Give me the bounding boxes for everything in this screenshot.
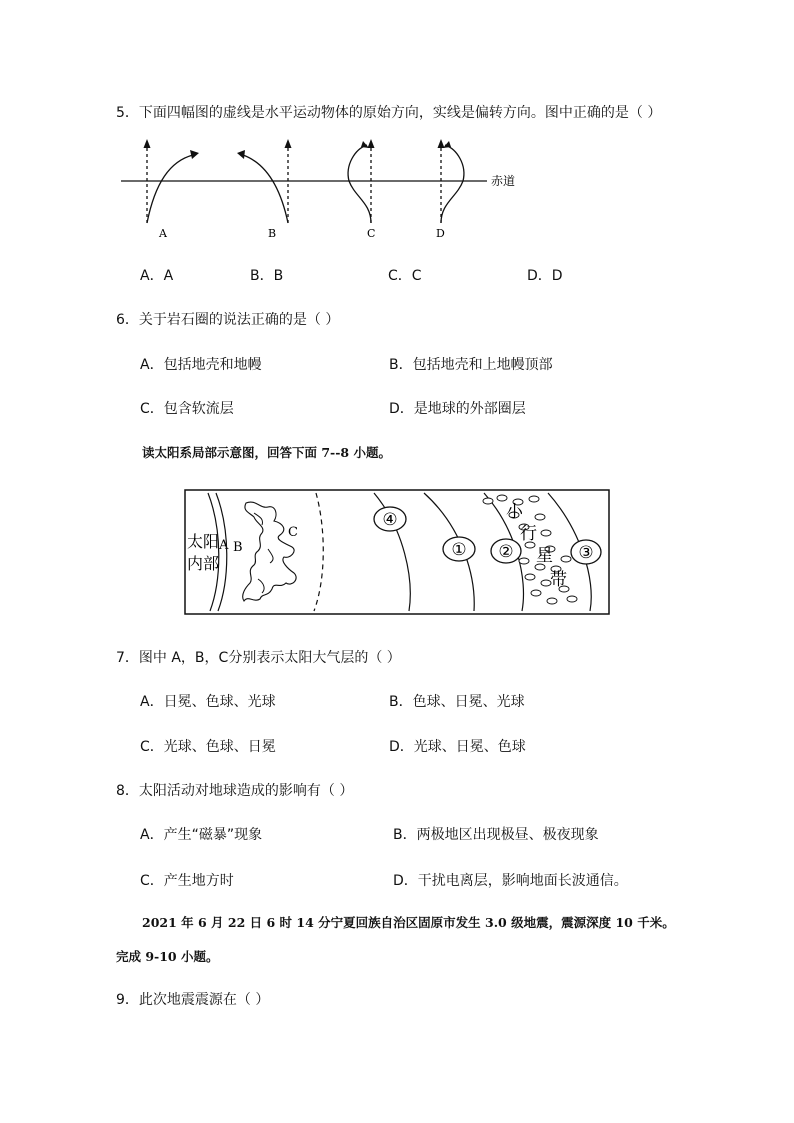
planet-1 [443,537,475,561]
planet-4 [374,507,406,531]
layer-a-label: A [219,538,229,553]
svg-text:②: ② [498,542,514,562]
q7-option-c: C．光球、色球、日冕 [140,739,276,755]
intro-9-10-line1: 2021 年 6 月 22 日 6 时 14 分宁夏回族自治区固原市发生 3.0 级地震，震源深度 10 千米。 [142,915,675,930]
equator-label: 赤道 [491,174,516,188]
q6-option-d: D．是地球的外部圈层 [389,401,526,417]
solar-system-figure [184,489,610,617]
belt-label-1: 小 [506,502,523,522]
q7-option-b: B．色球、日冕、光球 [389,694,525,710]
diagram-a [144,139,200,240]
svg-text:④: ④ [382,510,398,530]
layer-c-label: C [288,525,298,540]
q5-option-a: A．A [140,268,174,284]
belt-label-2: 行 [520,524,537,544]
q7-option-d: D．光球、日冕、色球 [389,739,526,755]
q5-stem: 5．下面四幅图的虚线是水平运动物体的原始方向，实线是偏转方向。图中正确的是（ ） [116,105,662,121]
q8-stem: 8．太阳活动对地球造成的影响有（ ） [116,783,354,799]
q6-option-a: A．包括地壳和地幔 [140,357,262,373]
sun-interior-label-2: 内部 [187,554,220,573]
svg-text:①: ① [451,540,467,560]
svg-text:C: C [367,227,376,240]
svg-text:D: D [436,227,445,240]
planet-3 [571,540,601,564]
diagram-b [237,139,292,240]
diagram-c [348,139,375,240]
q6-option-c: C．包含软流层 [140,401,234,417]
q5-option-c: C．C [388,268,422,284]
svg-text:③: ③ [578,543,594,563]
layer-b-label: B [233,540,243,555]
q6-stem: 6．关于岩石圈的说法正确的是（ ） [116,312,340,328]
belt-label-3: 星 [536,546,553,566]
sun-interior-label-1: 太阳 [187,532,220,551]
diagram-d [436,139,464,240]
svg-text:A: A [159,227,167,240]
q9-stem: 9．此次地震震源在（ ） [116,992,270,1008]
svg-text:B: B [268,227,277,240]
q5-option-d: D．D [527,268,563,284]
q7-option-a: A．日冕、色球、光球 [140,694,276,710]
q8-option-b: B．两极地区出现极昼、极夜现象 [393,827,599,843]
q7-stem: 7．图中 A，B，C分别表示太阳大气层的（ ） [116,650,401,666]
q8-option-a: A．产生“磁暴”现象 [140,827,263,843]
intro-7-8: 读太阳系局部示意图，回答下面 7--8 小题。 [142,445,391,460]
q8-option-c: C．产生地方时 [140,873,234,889]
q8-option-d: D．干扰电离层，影响地面长波通信。 [393,873,628,889]
belt-label-4: 带 [550,570,567,590]
intro-9-10-line2: 完成 9-10 小题。 [116,949,219,964]
planet-2 [491,539,521,563]
q6-option-b: B．包括地壳和上地幔顶部 [389,357,553,373]
q5-option-b: B．B [250,268,284,284]
q5-deflection-figure [115,133,535,243]
